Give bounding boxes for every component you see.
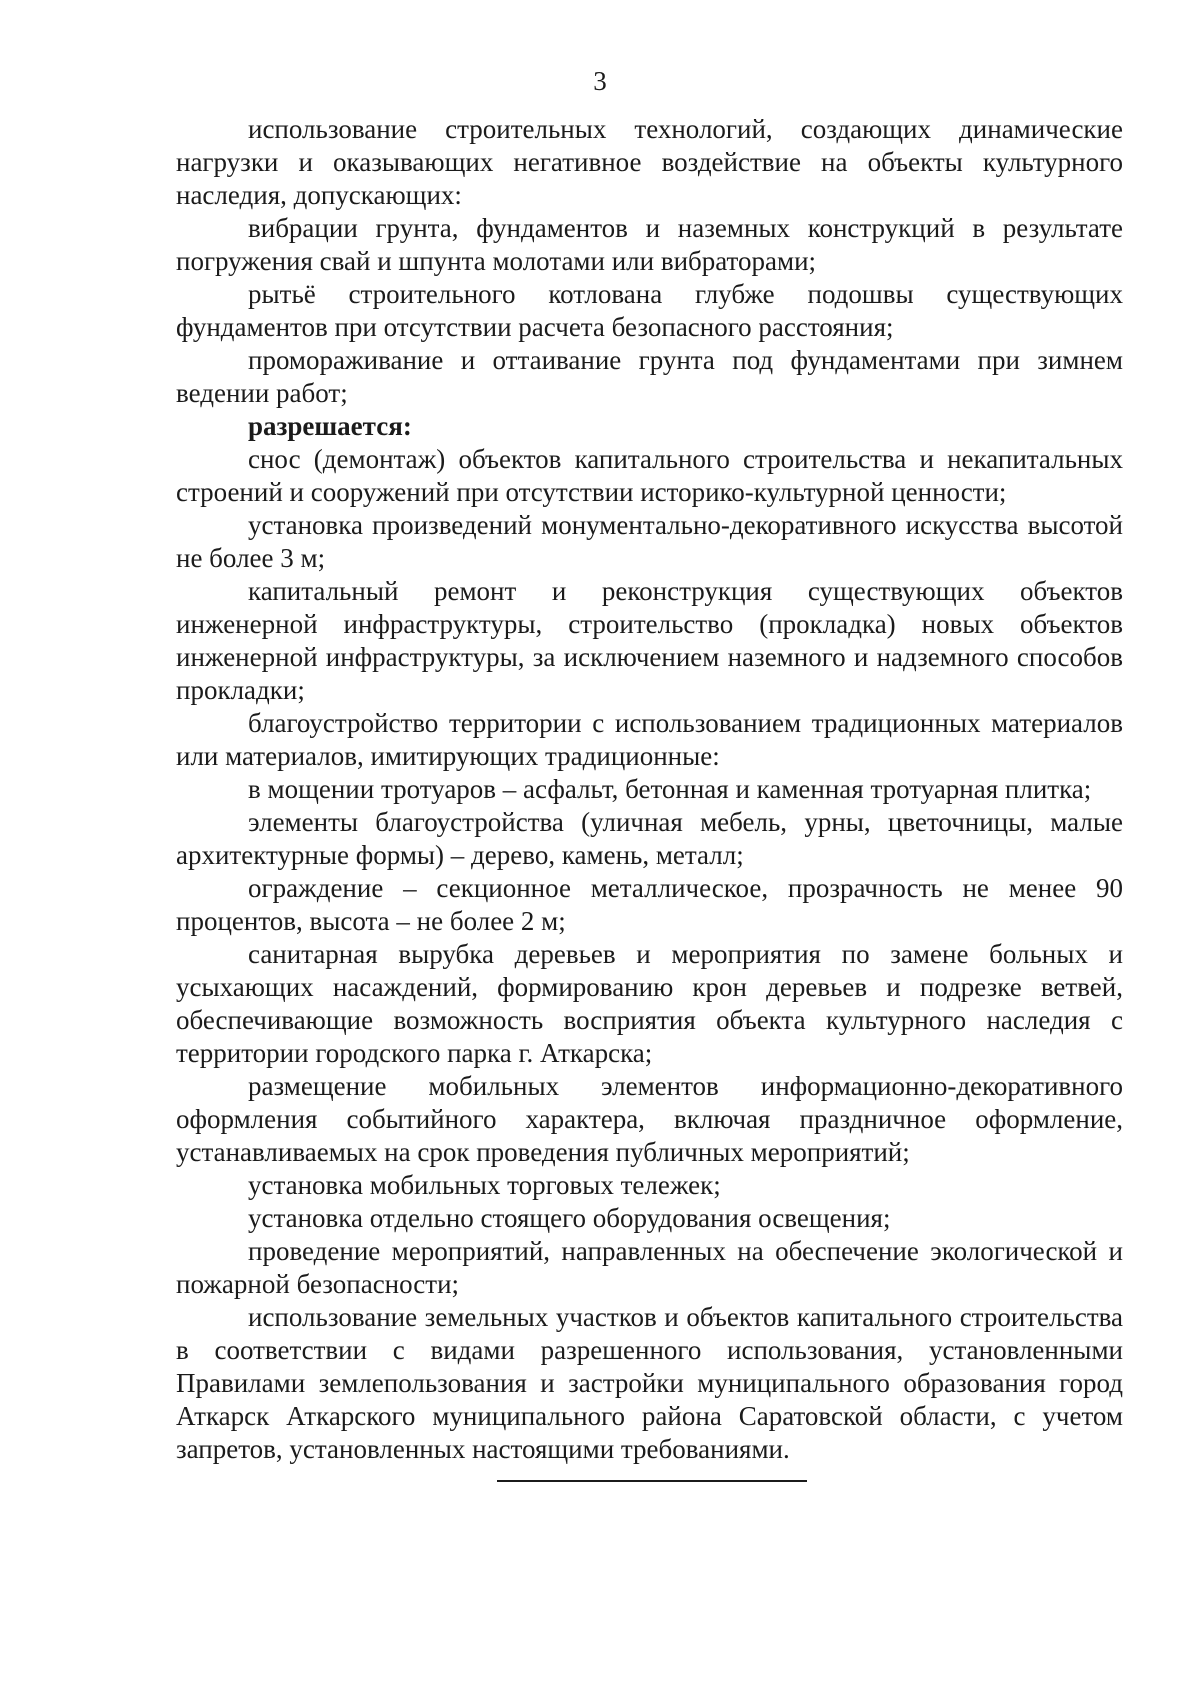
paragraph-fencing: ограждение – секционное металлическое, прозрачность не менее 90 процентов, высота – не более 2 м;	[176, 873, 1123, 936]
paragraph-freezing: промораживание и оттаивание грунта под фундаментами при зимнем ведении работ;	[176, 345, 1123, 408]
paragraph-decorations: размещение мобильных элементов информационно-декоративного оформления событийного характера, включая праздничное оформление, устанавливаемых на срок проведения публичных мероприятий;	[176, 1071, 1123, 1167]
paragraph-land-use: использование земельных участков и объектов капитального строительства в соответствии с видами разрешенного использования, установленными Правилами землепользования и застройки муниципального образования город Аткарск Аткарского муниципального района Саратовской области, с учетом запретов, установленных настоящими требованиями.	[176, 1302, 1123, 1464]
paragraph-trade-carts: установка мобильных торговых тележек;	[248, 1170, 721, 1200]
document-body	[176, 113, 1123, 1466]
paragraph-excavation: рытьё строительного котлована глубже подошвы существующих фундаментов при отсутствии расчета безопасного расстояния;	[176, 279, 1123, 342]
paragraph-safety: проведение мероприятий, направленных на обеспечение экологической и пожарной безопасности;	[176, 1236, 1123, 1299]
page-number: 3	[593, 66, 607, 96]
paragraph-landscaping: благоустройство территории с использованием традиционных материалов или материалов, имитирующих традиционные:	[176, 708, 1123, 771]
end-of-text-rule	[497, 1480, 807, 1482]
section-heading-allowed: разрешается:	[248, 411, 412, 441]
paragraph-technologies: использование строительных технологий, создающих динамические нагрузки и оказывающих негативное воздействие на объекты культурного наследия, допускающих:	[176, 114, 1123, 210]
paragraph-paving: в мощении тротуаров – асфальт, бетонная и каменная тротуарная плитка;	[248, 774, 1092, 804]
paragraph-vibration: вибрации грунта, фундаментов и наземных конструкций в результате погружения свай и шпунта молотами или вибраторами;	[176, 213, 1123, 276]
paragraph-street-furniture: элементы благоустройства (уличная мебель, урны, цветочницы, малые архитектурные формы) – дерево, камень, металл;	[176, 807, 1123, 870]
paragraph-lighting: установка отдельно стоящего оборудования освещения;	[248, 1203, 891, 1233]
paragraph-infrastructure: капитальный ремонт и реконструкция существующих объектов инженерной инфраструктуры, строительство (прокладка) новых объектов инженерной инфраструктуры, за исключением наземного и надземного способов прокладки;	[176, 576, 1123, 705]
paragraph-demolition: снос (демонтаж) объектов капитального строительства и некапитальных строений и сооружений при отсутствии историко-культурной ценности;	[176, 444, 1123, 507]
paragraph-monuments: установка произведений монументально-декоративного искусства высотой не более 3 м;	[176, 510, 1123, 573]
paragraph-tree-cutting: санитарная вырубка деревьев и мероприятия по замене больных и усыхающих насаждений, формированию крон деревьев и подрезке ветвей, обеспечивающие возможность восприятия объекта культурного наследия с территории городского парка г. Аткарска;	[176, 939, 1123, 1068]
